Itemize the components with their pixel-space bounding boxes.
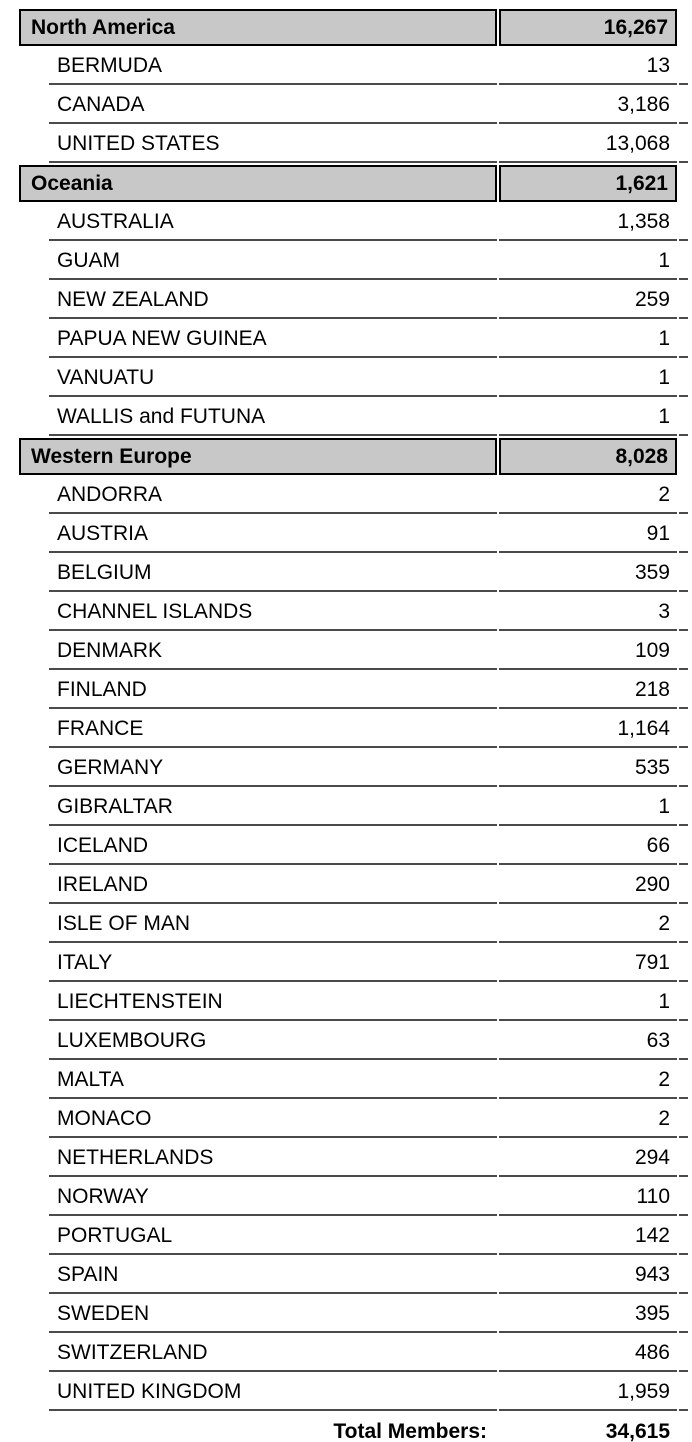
indent-cell	[19, 867, 47, 904]
country-member-count: 486	[499, 1335, 677, 1372]
country-name: UNITED STATES	[49, 126, 497, 163]
country-name: NETHERLANDS	[49, 1140, 497, 1177]
trailing-cell	[679, 321, 688, 358]
country-name: NORWAY	[49, 1179, 497, 1216]
trailing-cell	[679, 399, 688, 436]
trailing-cell	[679, 438, 688, 475]
indent-cell	[19, 711, 47, 748]
members-by-region-table	[17, 7, 690, 1442]
country-name: GERMANY	[49, 750, 497, 787]
country-member-count: 290	[499, 867, 677, 904]
country-row	[19, 1257, 688, 1294]
indent-cell	[19, 321, 47, 358]
country-row	[19, 1218, 688, 1255]
country-name: BERMUDA	[49, 48, 497, 85]
country-name: ICELAND	[49, 828, 497, 865]
indent-cell	[19, 243, 47, 280]
country-row	[19, 633, 688, 670]
indent-cell	[19, 1335, 47, 1372]
country-name: FINLAND	[49, 672, 497, 709]
region-header-row	[19, 438, 688, 475]
indent-cell	[19, 1413, 47, 1442]
total-row	[19, 1413, 688, 1442]
country-row	[19, 1023, 688, 1060]
trailing-cell	[679, 555, 688, 592]
country-row	[19, 945, 688, 982]
indent-cell	[19, 1374, 47, 1411]
indent-cell	[19, 516, 47, 553]
country-name: AUSTRALIA	[49, 204, 497, 241]
trailing-cell	[679, 1062, 688, 1099]
country-name: MALTA	[49, 1062, 497, 1099]
trailing-cell	[679, 867, 688, 904]
trailing-cell	[679, 87, 688, 124]
indent-cell	[19, 633, 47, 670]
indent-cell	[19, 399, 47, 436]
country-member-count: 13	[499, 48, 677, 85]
indent-cell	[19, 672, 47, 709]
country-name: LUXEMBOURG	[49, 1023, 497, 1060]
indent-cell	[19, 1296, 47, 1333]
trailing-cell	[679, 1413, 688, 1442]
country-member-count: 109	[499, 633, 677, 670]
country-row	[19, 87, 688, 124]
country-row	[19, 321, 688, 358]
indent-cell	[19, 1218, 47, 1255]
country-member-count: 943	[499, 1257, 677, 1294]
country-member-count: 142	[499, 1218, 677, 1255]
indent-cell	[19, 1062, 47, 1099]
trailing-cell	[679, 711, 688, 748]
country-row	[19, 1179, 688, 1216]
indent-cell	[19, 1023, 47, 1060]
country-row	[19, 711, 688, 748]
trailing-cell	[679, 477, 688, 514]
country-member-count: 1	[499, 789, 677, 826]
region-name: Oceania	[19, 165, 497, 202]
country-member-count: 3	[499, 594, 677, 631]
country-member-count: 359	[499, 555, 677, 592]
trailing-cell	[679, 594, 688, 631]
indent-cell	[19, 828, 47, 865]
country-row	[19, 1296, 688, 1333]
country-member-count: 1	[499, 360, 677, 397]
region-header-row	[19, 165, 688, 202]
indent-cell	[19, 204, 47, 241]
region-name: North America	[19, 9, 497, 46]
trailing-cell	[679, 1218, 688, 1255]
country-member-count: 91	[499, 516, 677, 553]
indent-cell	[19, 87, 47, 124]
country-name: CANADA	[49, 87, 497, 124]
region-header-row	[19, 9, 688, 46]
country-row	[19, 906, 688, 943]
indent-cell	[19, 1101, 47, 1138]
trailing-cell	[679, 672, 688, 709]
country-row	[19, 243, 688, 280]
country-member-count: 791	[499, 945, 677, 982]
country-name: MONACO	[49, 1101, 497, 1138]
indent-cell	[19, 1140, 47, 1177]
country-row	[19, 789, 688, 826]
country-row	[19, 399, 688, 436]
country-name: WALLIS and FUTUNA	[49, 399, 497, 436]
trailing-cell	[679, 906, 688, 943]
country-member-count: 259	[499, 282, 677, 319]
trailing-cell	[679, 360, 688, 397]
trailing-cell	[679, 1257, 688, 1294]
total-members-value: 34,615	[605, 1419, 670, 1442]
country-member-count: 535	[499, 750, 677, 787]
country-row	[19, 594, 688, 631]
country-member-count: 3,186	[499, 87, 677, 124]
trailing-cell	[679, 126, 688, 163]
trailing-cell	[679, 1374, 688, 1411]
country-row	[19, 48, 688, 85]
country-member-count: 66	[499, 828, 677, 865]
indent-cell	[19, 48, 47, 85]
country-name: ISLE OF MAN	[49, 906, 497, 943]
region-total: 8,028	[499, 438, 677, 475]
country-member-count: 395	[499, 1296, 677, 1333]
country-member-count: 218	[499, 672, 677, 709]
trailing-cell	[679, 165, 688, 202]
country-name: PAPUA NEW GUINEA	[49, 321, 497, 358]
country-row	[19, 360, 688, 397]
country-member-count: 2	[499, 906, 677, 943]
country-row	[19, 1101, 688, 1138]
indent-cell	[19, 945, 47, 982]
region-name: Western Europe	[19, 438, 497, 475]
country-name: PORTUGAL	[49, 1218, 497, 1255]
country-name: UNITED KINGDOM	[49, 1374, 497, 1411]
country-member-count: 1,959	[499, 1374, 677, 1411]
indent-cell	[19, 789, 47, 826]
country-name: SWITZERLAND	[49, 1335, 497, 1372]
total-members-label: Total Members:	[333, 1419, 487, 1442]
country-member-count: 2	[499, 1062, 677, 1099]
trailing-cell	[679, 828, 688, 865]
country-member-count: 294	[499, 1140, 677, 1177]
indent-cell	[19, 360, 47, 397]
trailing-cell	[679, 48, 688, 85]
trailing-cell	[679, 516, 688, 553]
country-name: GIBRALTAR	[49, 789, 497, 826]
indent-cell	[19, 1179, 47, 1216]
country-row	[19, 282, 688, 319]
country-name: SPAIN	[49, 1257, 497, 1294]
trailing-cell	[679, 1140, 688, 1177]
indent-cell	[19, 477, 47, 514]
trailing-cell	[679, 1179, 688, 1216]
country-row	[19, 984, 688, 1021]
indent-cell	[19, 594, 47, 631]
country-row	[19, 1335, 688, 1372]
country-row	[19, 204, 688, 241]
country-name: DENMARK	[49, 633, 497, 670]
country-member-count: 63	[499, 1023, 677, 1060]
trailing-cell	[679, 750, 688, 787]
indent-cell	[19, 126, 47, 163]
trailing-cell	[679, 633, 688, 670]
country-member-count: 1	[499, 399, 677, 436]
country-name: AUSTRIA	[49, 516, 497, 553]
trailing-cell	[679, 945, 688, 982]
country-name: SWEDEN	[49, 1296, 497, 1333]
trailing-cell	[679, 1101, 688, 1138]
country-row	[19, 1374, 688, 1411]
country-row	[19, 750, 688, 787]
country-row	[19, 672, 688, 709]
region-total: 16,267	[499, 9, 677, 46]
country-member-count: 1,358	[499, 204, 677, 241]
region-total: 1,621	[499, 165, 677, 202]
country-name: BELGIUM	[49, 555, 497, 592]
country-name: ITALY	[49, 945, 497, 982]
indent-cell	[19, 1257, 47, 1294]
country-name: LIECHTENSTEIN	[49, 984, 497, 1021]
country-member-count: 2	[499, 1101, 677, 1138]
trailing-cell	[679, 984, 688, 1021]
trailing-cell	[679, 1023, 688, 1060]
trailing-cell	[679, 1335, 688, 1372]
trailing-cell	[679, 789, 688, 826]
country-row	[19, 1140, 688, 1177]
country-name: IRELAND	[49, 867, 497, 904]
trailing-cell	[679, 204, 688, 241]
indent-cell	[19, 906, 47, 943]
indent-cell	[19, 750, 47, 787]
country-member-count: 2	[499, 477, 677, 514]
country-name: CHANNEL ISLANDS	[49, 594, 497, 631]
country-row	[19, 516, 688, 553]
country-name: VANUATU	[49, 360, 497, 397]
trailing-cell	[679, 282, 688, 319]
indent-cell	[19, 984, 47, 1021]
country-member-count: 1,164	[499, 711, 677, 748]
country-member-count: 110	[499, 1179, 677, 1216]
country-row	[19, 867, 688, 904]
country-row	[19, 1062, 688, 1099]
country-member-count: 1	[499, 243, 677, 280]
trailing-cell	[679, 1296, 688, 1333]
country-name: ANDORRA	[49, 477, 497, 514]
trailing-cell	[679, 243, 688, 280]
country-row	[19, 126, 688, 163]
country-member-count: 1	[499, 984, 677, 1021]
indent-cell	[19, 555, 47, 592]
country-row	[19, 828, 688, 865]
country-name: NEW ZEALAND	[49, 282, 497, 319]
country-row	[19, 477, 688, 514]
country-name: GUAM	[49, 243, 497, 280]
trailing-cell	[679, 9, 688, 46]
country-member-count: 1	[499, 321, 677, 358]
indent-cell	[19, 282, 47, 319]
country-name: FRANCE	[49, 711, 497, 748]
country-row	[19, 555, 688, 592]
country-member-count: 13,068	[499, 126, 677, 163]
